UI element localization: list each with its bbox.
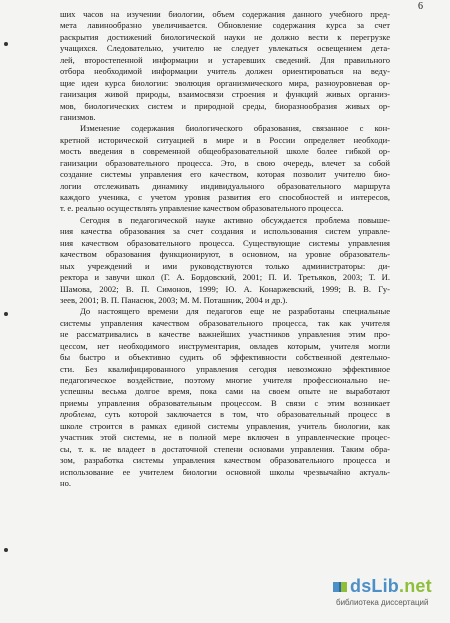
text-line: использование ее учителем биологии основной школы чрезвычайно актуаль- (60, 466, 390, 477)
text-line: отбора необходимой информации учитель должен ориентироваться на веду- (60, 66, 390, 77)
text-line: участник этой системы, не в полной мере включен в управленческие процес- (60, 432, 390, 443)
margin-dot (4, 312, 8, 316)
text-line: мов, биологических систем и природной среды, биоразнообразия живых ор- (60, 100, 390, 111)
page-number: 6 (418, 1, 423, 12)
text-line: зеев, 2001; В. П. Панасюк, 2003; М. М. Поташник, 2004 и др.). (60, 294, 288, 305)
text-line: проблема, суть которой заключается в том, что образовательный процесс в (60, 409, 390, 420)
book-icon (332, 579, 348, 595)
text-line: Шамова, 2002; В. П. Симонов, 1999; Ю. А. Конаржевский, 1999; В. В. Гу- (60, 283, 390, 294)
text-line: создание системы управления его качеством, которая позволит учителю био- (60, 169, 390, 180)
text-line: но. (60, 477, 71, 488)
text-line: зом, разработка системы управления качеством образовательного процесса и (60, 455, 390, 466)
text-line: каждого ученика, с учетом уровня развития его способностей и интересов, (60, 192, 390, 202)
text-line: ганизация живой природы, взаимосвязи строения и функций живых организ- (60, 89, 390, 100)
text-line: ния качеством образовательного процесса. Существующие системы управления (60, 237, 390, 248)
text-line: Изменение содержания биологического образования, связанное с кон- (80, 123, 390, 134)
text-line: мета лавинообразно увеличивается. Обновление содержания курса за счет (60, 20, 390, 31)
text-line: бы быстро и объективно судить об эффективности собственной деятельно- (60, 352, 390, 363)
dslib-watermark-logo (330, 574, 444, 610)
text-line: успешны весьма долгое время, пока сами на своем опыте не выработают (60, 386, 390, 397)
text-line: ния качества образования за счет создания и использования систем управле- (60, 226, 390, 237)
logo-text (350, 576, 432, 597)
text-line: качеством образования функционируют, в основном, на уровне образователь- (60, 249, 390, 260)
text-line: педагогическое воздействие, поэтому многие учителя профессионально не- (60, 375, 390, 385)
text-line: сти. Без квалифицированного управления сегодня невозможно эффективное (60, 363, 390, 374)
document-body (60, 9, 390, 489)
text-line: ганизмов. (60, 111, 96, 122)
margin-dot (4, 42, 8, 46)
text-line: ших часов на изучении биологии, объем содержания данного учебного пред- (60, 9, 390, 19)
text-line: мость введения в современной общеобразовательной школе более гибкой ор- (60, 146, 390, 157)
text-line: ных учреждений и ими руководствуются только администраторы: ди- (60, 260, 390, 271)
logo-main-text: dsLib (350, 576, 399, 596)
text-line: системы управления качеством образовательного процесса, так как учителя (60, 317, 390, 328)
text-line: ганизации образовательного процесса. Это, в свою очередь, влечет за собой (60, 157, 390, 168)
text-line: Сегодня в педагогической науке активно обсуждается проблема повыше- (80, 214, 390, 225)
text-line: приемы управления образовательным процессом. В связи с этим возникает (60, 397, 390, 408)
text-line: учащихся. Следовательно, учителю не следует увлекаться освещением дета- (60, 43, 390, 54)
text-line: цессом, нет необходимого инструментария, овладев которым, учителя могли (60, 340, 390, 351)
logo-subtitle: библиотека диссертаций (336, 598, 429, 607)
text-line: сы, т. к. не владеет в достаточной степени основами управления. Таким обра- (60, 443, 390, 454)
text-line: щие идеи курса биологии: эволюция организмического мира, разноуровневая ор- (60, 77, 390, 88)
margin-dot (4, 548, 8, 552)
text-line: лей, второстепенной информации и устаревших сведений. Для правильного (60, 54, 390, 65)
logo-tld-text: .net (399, 576, 432, 596)
emphasis: проблема (60, 409, 95, 420)
text-line: школе строится в рамках единой системы управления, учитель биологии, как (60, 420, 390, 431)
text-line: раскрытия достижений биологической науки не должно вести к перегрузке (60, 31, 390, 42)
text-line: До настоящего времени для педагогов еще не разработаны специальные (80, 306, 390, 317)
text-line: кретной исторической ситуацией в мире и в России определяет необходи- (60, 134, 390, 145)
text-line: ректора и завучи школ (Г. А. Бордовский, 2001; П. И. Третьяков, 2003; Т. И. (60, 272, 390, 283)
text-line: не рассматривались в качестве важнейших участников управления этим про- (60, 329, 390, 340)
text-line: логии отслеживать динамику индивидуального образовательного маршрута (60, 180, 390, 191)
text-line: т. е. реально осуществлять управление качеством образовательного процесса. (60, 203, 344, 214)
